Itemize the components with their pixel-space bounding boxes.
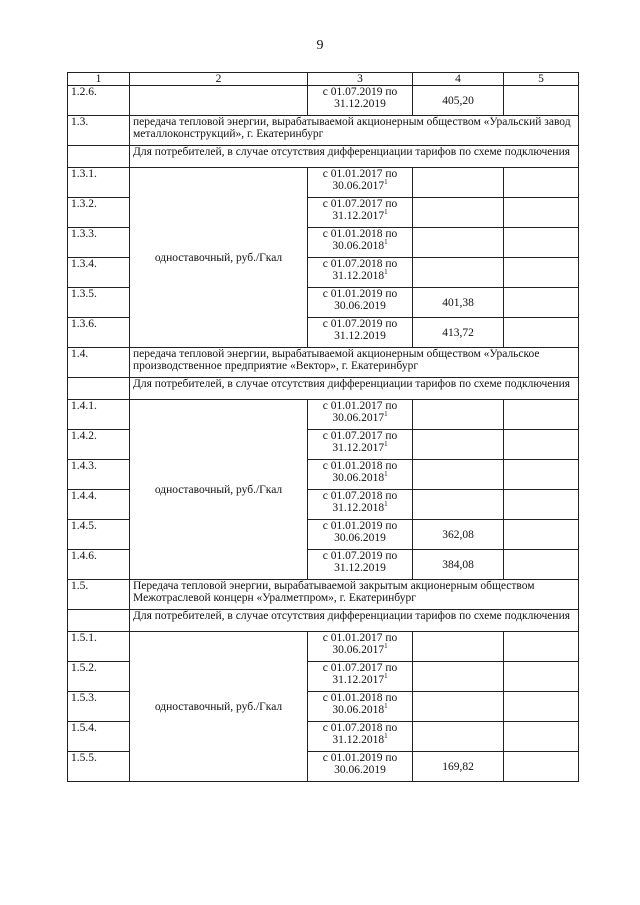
column-5-cell xyxy=(504,662,579,692)
tariff-value xyxy=(413,632,504,662)
period-start: с 01.01.2019 по xyxy=(322,288,398,300)
footnote-mark: 1 xyxy=(384,702,388,711)
period-cell xyxy=(308,490,413,520)
period-start: с 01.01.2017 по xyxy=(322,400,398,412)
subsection-row xyxy=(68,610,579,632)
row-code: 1.5.1. xyxy=(68,632,130,662)
period-end: 30.06.2018 xyxy=(332,240,385,252)
period-cell xyxy=(308,198,413,228)
period-end: 30.06.2017 xyxy=(332,644,385,656)
period-end: 30.06.2019 xyxy=(334,532,386,544)
tariff-value: 401,38 xyxy=(413,288,504,318)
footnote-mark: 1 xyxy=(384,642,388,651)
period-start: с 01.01.2018 по xyxy=(322,228,398,240)
subsection-title: Для потребителей, в случае отсутствия дифференциации тарифов по схеме подключения xyxy=(130,378,579,400)
period-cell xyxy=(308,662,413,692)
tariff-value: 362,08 xyxy=(413,520,504,550)
footnote-mark: 1 xyxy=(384,178,388,187)
header-cell: 2 xyxy=(130,73,308,86)
period-cell xyxy=(308,318,413,348)
row-code: 1.2.6. xyxy=(68,86,130,116)
period-start: с 01.01.2017 по xyxy=(322,632,398,644)
period-start: с 01.07.2019 по xyxy=(322,86,398,98)
header-cell: 4 xyxy=(413,73,504,86)
period-end: 30.06.2019 xyxy=(334,764,386,776)
period-start: с 01.01.2019 по xyxy=(322,752,398,764)
period-start: с 01.07.2018 по xyxy=(322,258,398,270)
tariff-table-body xyxy=(68,73,579,782)
column-5-cell xyxy=(504,228,579,258)
period-end: 30.06.2019 xyxy=(334,300,386,312)
section-row xyxy=(68,348,579,378)
column-5-cell xyxy=(504,520,579,550)
subsection-title: Для потребителей, в случае отсутствия дифференциации тарифов по схеме подключения xyxy=(130,146,579,168)
row-code: 1.3.2. xyxy=(68,198,130,228)
row-code-empty xyxy=(68,610,130,632)
row-code: 1.4.2. xyxy=(68,430,130,460)
period-end: 31.12.2017 xyxy=(332,210,385,222)
period-cell xyxy=(308,460,413,490)
period-end: 30.06.2018 xyxy=(332,704,385,716)
column-5-cell xyxy=(504,258,579,288)
row-code: 1.4.1. xyxy=(68,400,130,430)
section-title: Передача тепловой энергии, вырабатываемой закрытым акционерным обществом Межотраслевой концерн «Уралметпром», г. Екатеринбург xyxy=(130,580,579,610)
period-start: с 01.01.2018 по xyxy=(322,460,398,472)
period-start: с 01.01.2017 по xyxy=(322,168,398,180)
row-code: 1.4.5. xyxy=(68,520,130,550)
period-end: 31.12.2018 xyxy=(332,270,385,282)
period-end: 31.12.2018 xyxy=(332,502,385,514)
tariff-table xyxy=(67,72,579,782)
tariff-value xyxy=(413,490,504,520)
row-code: 1.3.6. xyxy=(68,318,130,348)
column-5-cell xyxy=(504,168,579,198)
period-cell xyxy=(308,752,413,782)
period-cell xyxy=(308,550,413,580)
footnote-mark: 1 xyxy=(384,440,388,449)
header-cell: 3 xyxy=(308,73,413,86)
tariff-value xyxy=(413,722,504,752)
tariff-value xyxy=(413,400,504,430)
tariff-type: одноставочный, руб./Гкал xyxy=(130,168,308,348)
period-cell xyxy=(308,258,413,288)
period-end: 31.12.2019 xyxy=(334,562,386,574)
tariff-value xyxy=(413,430,504,460)
period-cell xyxy=(308,228,413,258)
row-code: 1.3. xyxy=(68,116,130,146)
period-end: 30.06.2017 xyxy=(332,180,385,192)
column-5-cell xyxy=(504,632,579,662)
row-code: 1.5.2. xyxy=(68,662,130,692)
table-header-row xyxy=(68,73,579,86)
period-cell xyxy=(308,430,413,460)
tariff-value: 413,72 xyxy=(413,318,504,348)
tariff-value xyxy=(413,198,504,228)
period-end: 31.12.2019 xyxy=(334,98,386,110)
tariff-value xyxy=(413,662,504,692)
column-5-cell xyxy=(504,550,579,580)
tariff-type-empty xyxy=(130,86,308,116)
period-start: с 01.07.2017 по xyxy=(322,198,398,210)
period-cell xyxy=(308,632,413,662)
row-code: 1.3.3. xyxy=(68,228,130,258)
tariff-value xyxy=(413,258,504,288)
period-start: с 01.01.2018 по xyxy=(322,692,398,704)
period-cell xyxy=(308,86,413,116)
column-5-cell xyxy=(504,430,579,460)
tariff-value: 169,82 xyxy=(413,752,504,782)
row-code-empty xyxy=(68,146,130,168)
row-code: 1.3.1. xyxy=(68,168,130,198)
column-5-cell xyxy=(504,86,579,116)
footnote-mark: 1 xyxy=(384,208,388,217)
row-code: 1.5.3. xyxy=(68,692,130,722)
column-5-cell xyxy=(504,722,579,752)
column-5-cell xyxy=(504,752,579,782)
row-code: 1.3.4. xyxy=(68,258,130,288)
column-5-cell xyxy=(504,490,579,520)
period-start: с 01.07.2018 по xyxy=(322,722,398,734)
section-title: передача тепловой энергии, вырабатываемой акционерным обществом «Уральское производственное предприятие «Вектор», г. Екатеринбург xyxy=(130,348,579,378)
table-row xyxy=(68,632,579,662)
column-5-cell xyxy=(504,692,579,722)
period-cell xyxy=(308,400,413,430)
row-code: 1.3.5. xyxy=(68,288,130,318)
row-code-empty xyxy=(68,378,130,400)
period-cell xyxy=(308,722,413,752)
row-code: 1.4.4. xyxy=(68,490,130,520)
header-cell: 1 xyxy=(68,73,130,86)
header-cell: 5 xyxy=(504,73,579,86)
period-cell xyxy=(308,288,413,318)
column-5-cell xyxy=(504,400,579,430)
footnote-mark: 1 xyxy=(384,672,388,681)
table-row xyxy=(68,400,579,430)
period-cell xyxy=(308,168,413,198)
row-code: 1.5.4. xyxy=(68,722,130,752)
period-start: с 01.07.2017 по xyxy=(322,662,398,674)
tariff-value xyxy=(413,460,504,490)
period-start: с 01.07.2017 по xyxy=(322,430,398,442)
table-row xyxy=(68,168,579,198)
row-code: 1.5.5. xyxy=(68,752,130,782)
period-end: 31.12.2018 xyxy=(332,734,385,746)
column-5-cell xyxy=(504,318,579,348)
tariff-value: 384,08 xyxy=(413,550,504,580)
footnote-mark: 1 xyxy=(384,410,388,419)
subsection-title: Для потребителей, в случае отсутствия дифференциации тарифов по схеме подключения xyxy=(130,610,579,632)
tariff-value xyxy=(413,168,504,198)
row-code: 1.4. xyxy=(68,348,130,378)
tariff-type: одноставочный, руб./Гкал xyxy=(130,632,308,782)
footnote-mark: 1 xyxy=(384,238,388,247)
period-cell xyxy=(308,692,413,722)
section-row xyxy=(68,580,579,610)
period-end: 30.06.2017 xyxy=(332,412,385,424)
subsection-row xyxy=(68,378,579,400)
footnote-mark: 1 xyxy=(384,500,388,509)
footnote-mark: 1 xyxy=(384,470,388,479)
section-row xyxy=(68,116,579,146)
tariff-value xyxy=(413,692,504,722)
table-row xyxy=(68,86,579,116)
column-5-cell xyxy=(504,288,579,318)
tariff-type: одноставочный, руб./Гкал xyxy=(130,400,308,580)
period-start: с 01.01.2019 по xyxy=(322,520,398,532)
page-number: 9 xyxy=(316,38,324,53)
row-code: 1.4.3. xyxy=(68,460,130,490)
period-end: 31.12.2017 xyxy=(332,674,385,686)
row-code: 1.5. xyxy=(68,580,130,610)
section-title: передача тепловой энергии, вырабатываемой акционерным обществом «Уральский завод металлоконструкций», г. Екатеринбург xyxy=(130,116,579,146)
period-start: с 01.07.2019 по xyxy=(322,550,398,562)
period-start: с 01.07.2018 по xyxy=(322,490,398,502)
period-end: 31.12.2017 xyxy=(332,442,385,454)
footnote-mark: 1 xyxy=(384,732,388,741)
tariff-value: 405,20 xyxy=(413,86,504,116)
period-end: 30.06.2018 xyxy=(332,472,385,484)
period-end: 31.12.2019 xyxy=(334,330,386,342)
subsection-row xyxy=(68,146,579,168)
column-5-cell xyxy=(504,460,579,490)
period-cell xyxy=(308,520,413,550)
tariff-value xyxy=(413,228,504,258)
period-start: с 01.07.2019 по xyxy=(322,318,398,330)
footnote-mark: 1 xyxy=(384,268,388,277)
row-code: 1.4.6. xyxy=(68,550,130,580)
column-5-cell xyxy=(504,198,579,228)
